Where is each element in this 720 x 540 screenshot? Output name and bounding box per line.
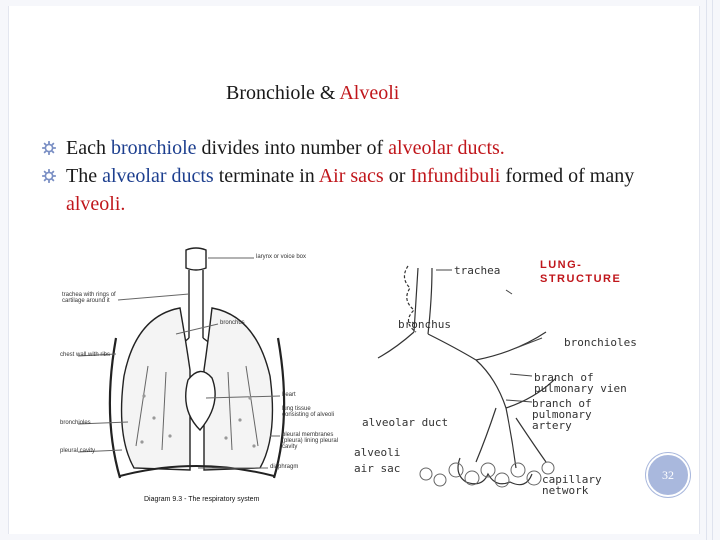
lung-structure-title: LUNG- STRUCTURE xyxy=(540,259,622,285)
bullet-text: alveolar ducts xyxy=(102,165,214,187)
slide-title: Bronchiole & Alveoli xyxy=(226,82,400,104)
label-trachea-right: trachea xyxy=(454,264,501,277)
label-pulmonary-artery: branch of pulmonary artery xyxy=(532,397,592,432)
label-air-sac: air sac xyxy=(354,462,401,475)
bullet-text: Infundibuli xyxy=(410,165,501,187)
label-heart: heart xyxy=(282,392,296,398)
bullet-text: terminate in xyxy=(213,165,319,187)
label-lung-tissue: lung tissue consisting of alveoli xyxy=(282,406,335,418)
label-diaphragm: diaphragm xyxy=(270,464,299,470)
bullet-text: or xyxy=(383,165,411,187)
frame-rule xyxy=(712,0,713,540)
bullet-text: alveoli. xyxy=(66,193,126,215)
page-number-badge: 32 xyxy=(646,453,690,497)
bullet-text: bronchiole xyxy=(110,137,197,159)
frame-rule xyxy=(706,0,707,540)
bullet-list xyxy=(42,134,682,218)
respiratory-system-diagram xyxy=(58,246,358,510)
bullet-text: divides into number of xyxy=(196,137,389,159)
bullet-text: formed of many xyxy=(500,165,635,187)
bullet-item xyxy=(42,162,682,218)
label-trachea: trachea with rings of cartilage around it xyxy=(62,292,116,304)
label-bronchus-right: bronchus xyxy=(398,318,451,331)
bullet-text: The xyxy=(66,165,103,187)
label-capillary-network: capillary network xyxy=(542,473,602,497)
label-bronchioles-right: bronchioles xyxy=(564,336,637,349)
gear-icon xyxy=(42,141,56,155)
figure-caption: Diagram 9.3 - The respiratory system xyxy=(144,496,260,503)
label-pulmonary-vein: branch of pulmonary vien xyxy=(534,371,627,395)
label-bronchus: bronchus xyxy=(220,320,245,326)
bullet-item xyxy=(42,134,682,162)
label-pleural-cavity: pleural cavity xyxy=(60,448,96,454)
label-alveolar-duct: alveolar duct xyxy=(362,416,449,429)
lung-structure-diagram xyxy=(356,248,636,502)
label-chest-wall: chest wall with ribs xyxy=(60,352,111,358)
bullet-text: Air sacs xyxy=(318,165,384,187)
respiratory-system-drawing xyxy=(58,246,358,510)
gear-icon xyxy=(42,169,56,183)
label-larynx: larynx or voice box xyxy=(256,254,307,260)
label-pleural-membranes: pleural membranes (pleura) lining pleural cavity xyxy=(282,432,339,450)
label-alveoli: alveoli xyxy=(354,446,401,459)
bullet-text: Each xyxy=(66,137,111,159)
bullet-text: alveolar ducts. xyxy=(388,137,505,159)
label-bronchioles: bronchioles xyxy=(60,420,91,426)
